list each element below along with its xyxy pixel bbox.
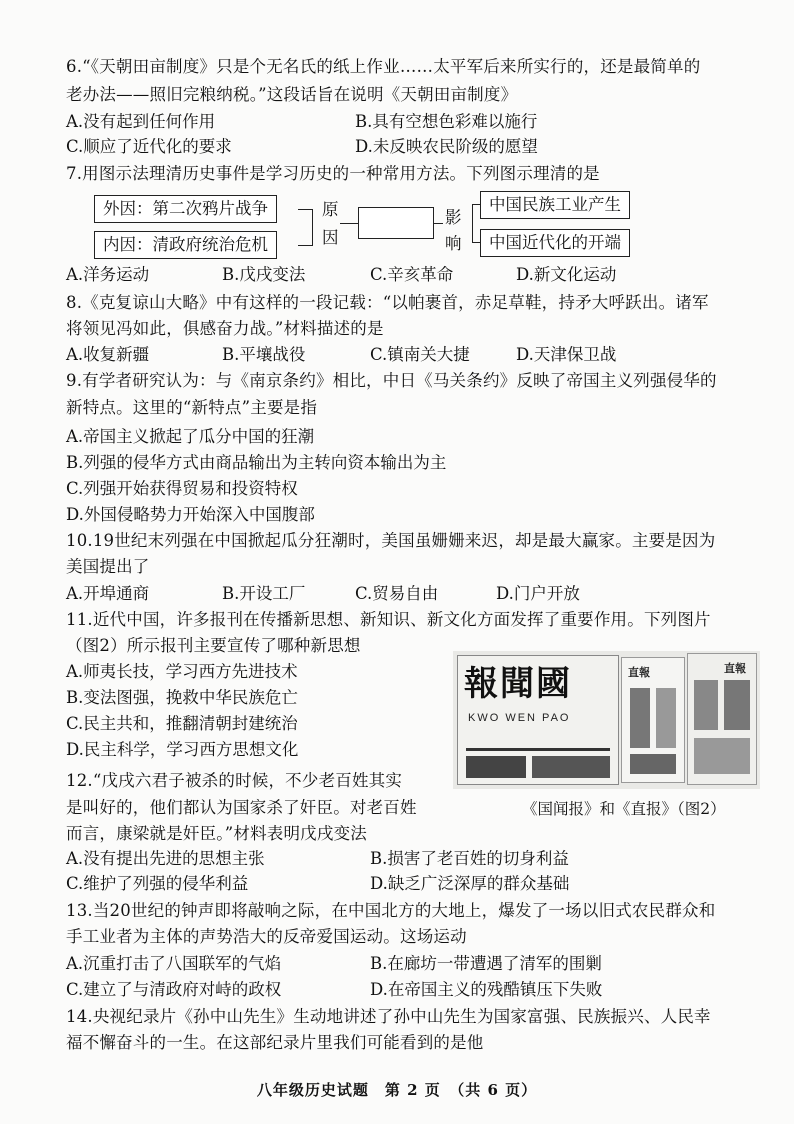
q10-option-c: C.贸易自由 (355, 584, 439, 603)
diagram-connector (472, 242, 480, 243)
diagram-blank-box (358, 207, 434, 239)
print-block (724, 680, 750, 730)
q9-option-c: C.列强开始获得贸易和投资特权 (66, 479, 298, 498)
q8-stem-line2: 将领见冯如此，俱感奋力战。”材料描述的是 (66, 319, 384, 338)
guowenbao-paper (457, 655, 619, 785)
q7-option-a: A.洋务运动 (66, 265, 150, 284)
diagram-connector (472, 204, 480, 205)
diagram-connector (298, 245, 312, 246)
q9-option-d: D.外国侵略势力开始深入中国腹部 (66, 505, 315, 524)
q12-stem-line1: 12.“戊戌六君子被杀的时候，不少老百姓其实 (66, 771, 403, 790)
q13-option-b: B.在廊坊一带遭遇了清军的围剿 (370, 954, 602, 973)
q13-stem-line1: 13.当20世纪的钟声即将敲响之际，在中国北方的大地上，爆发了一场以旧式农民群众和 (66, 901, 716, 920)
diagram-connector (312, 209, 313, 246)
print-block (630, 688, 650, 748)
diagram-effect-label-2: 响 (445, 234, 462, 253)
q10-stem-line2: 美国提出了 (66, 557, 150, 576)
diagram-cause-label-1: 原 (322, 200, 339, 219)
q12-option-c: C.维护了列强的侵华利益 (66, 874, 249, 893)
q7-stem: 7.用图示法理清历史事件是学习历史的一种常用方法。下列图示理清的是 (66, 164, 600, 183)
q8-option-d: D.天津保卫战 (516, 345, 617, 364)
q8-option-a: A.收复新疆 (66, 345, 150, 364)
print-rule (466, 748, 610, 751)
q10-stem-line1: 10.19世纪末列强在中国掀起瓜分狂潮时，美国虽姗姗来迟，却是最大赢家。主要是因为 (66, 531, 716, 550)
q9-option-b: B.列强的侵华方式由商品输出为主转向资本输出为主 (66, 453, 447, 472)
q12-option-b: B.损害了老百姓的切身利益 (370, 849, 569, 868)
diagram-internal-cause: 内因：清政府统治危机 (94, 231, 277, 259)
print-block (694, 680, 718, 730)
q6-option-b: B.具有空想色彩难以施行 (355, 112, 538, 131)
q11-option-d: D.民主科学，学习西方思想文化 (66, 740, 299, 759)
page-footer: 八年级历史试题 第 2 页 （共 6 页） (256, 1081, 538, 1099)
diagram-result-1: 中国民族工业产生 (480, 191, 630, 219)
q12-stem-line3: 而言，康梁就是奸臣。”材料表明戊戌变法 (66, 824, 367, 843)
q6-option-a: A.没有起到任何作用 (66, 112, 216, 131)
q9-stem-line1: 9.有学者研究认为：与《南京条约》相比，中日《马关条约》反映了帝国主义列强侵华的 (66, 371, 717, 390)
q7-option-c: C.辛亥革命 (370, 265, 454, 284)
q11-stem-line1: 11.近代中国，许多报刊在传播新思想、新知识、新文化方面发挥了重要作用。下列图片 (66, 610, 711, 629)
q6-option-d: D.未反映农民阶级的愿望 (355, 137, 538, 156)
diagram-connector (472, 204, 473, 242)
print-block (532, 756, 610, 778)
diagram-connector (433, 223, 443, 224)
newspaper-figure (453, 651, 760, 789)
q8-option-c: C.镇南关大捷 (370, 345, 470, 364)
zhibao-paper-2 (687, 653, 757, 785)
diagram-connector (340, 223, 358, 224)
zhibao-title: 直報 (724, 662, 746, 675)
q11-option-a: A.师夷长技，学习西方先进技术 (66, 662, 298, 681)
q10-option-d: D.门户开放 (496, 584, 580, 603)
q7-option-b: B.戊戌变法 (222, 265, 306, 284)
q13-stem-line2: 手工业者为主体的声势浩大的反帝爱国运动。这场运动 (66, 927, 467, 946)
q13-option-d: D.在帝国主义的残酷镇压下失败 (370, 980, 603, 999)
q14-stem-line2: 福不懈奋斗的一生。在这部纪录片里我们可能看到的是他 (66, 1033, 484, 1052)
q8-stem-line1: 8.《克复谅山大略》中有这样的一段记载：“以帕裹首，赤足草鞋，持矛大呼跃出。诸军 (66, 293, 709, 312)
q6-stem-line1: 6.“《天朝田亩制度》只是个无名氏的纸上作业……太平军后来所实行的，还是最简单的 (66, 57, 701, 76)
zhibao-title: 直報 (628, 666, 650, 679)
q12-option-d: D.缺乏广泛深厚的群众基础 (370, 874, 570, 893)
figure-2-caption: 《国闻报》和《直报》（图2） (522, 800, 726, 818)
diagram-cause-label-2: 因 (322, 228, 339, 247)
q12-option-a: A.没有提出先进的思想主张 (66, 849, 265, 868)
q11-option-c: C.民主共和，推翻清朝封建统治 (66, 714, 298, 733)
zhibao-paper-1 (621, 657, 685, 783)
guowenbao-masthead: 報聞國 (464, 664, 572, 704)
print-block (630, 754, 676, 774)
q6-stem-line2: 老办法——照旧完粮纳税。”这段话旨在说明《天朝田亩制度》 (66, 85, 518, 104)
q13-option-c: C.建立了与清政府对峙的政权 (66, 980, 282, 999)
q11-stem-line2: （图2）所示报刊主要宣传了哪种新思想 (66, 636, 361, 655)
q9-option-a: A.帝国主义掀起了瓜分中国的狂潮 (66, 427, 315, 446)
print-block (694, 738, 750, 774)
print-block (656, 688, 676, 748)
q13-option-a: A.沉重打击了八国联军的气焰 (66, 954, 282, 973)
diagram-external-cause: 外因：第二次鸦片战争 (94, 195, 277, 223)
diagram-effect-label-1: 影 (445, 208, 462, 227)
q14-stem-line1: 14.央视纪录片《孙中山先生》生动地讲述了孙中山先生为国家富强、民族振兴、人民幸 (66, 1007, 711, 1026)
q10-option-b: B.开设工厂 (222, 584, 306, 603)
q10-option-a: A.开埠通商 (66, 584, 150, 603)
q8-option-b: B.平壤战役 (222, 345, 306, 364)
guowenbao-romanized-title: KWO WEN PAO (468, 712, 571, 724)
print-block (466, 756, 526, 778)
q12-stem-line2: 是叫好的，他们都认为国家杀了奸臣。对老百姓 (66, 798, 417, 817)
q6-option-c: C.顺应了近代化的要求 (66, 137, 232, 156)
q9-stem-line2: 新特点。这里的“新特点”主要是指 (66, 398, 318, 417)
q7-option-d: D.新文化运动 (516, 265, 617, 284)
q11-option-b: B.变法图强，挽救中华民族危亡 (66, 688, 298, 707)
diagram-result-2: 中国近代化的开端 (480, 229, 630, 257)
diagram-connector (298, 209, 312, 210)
